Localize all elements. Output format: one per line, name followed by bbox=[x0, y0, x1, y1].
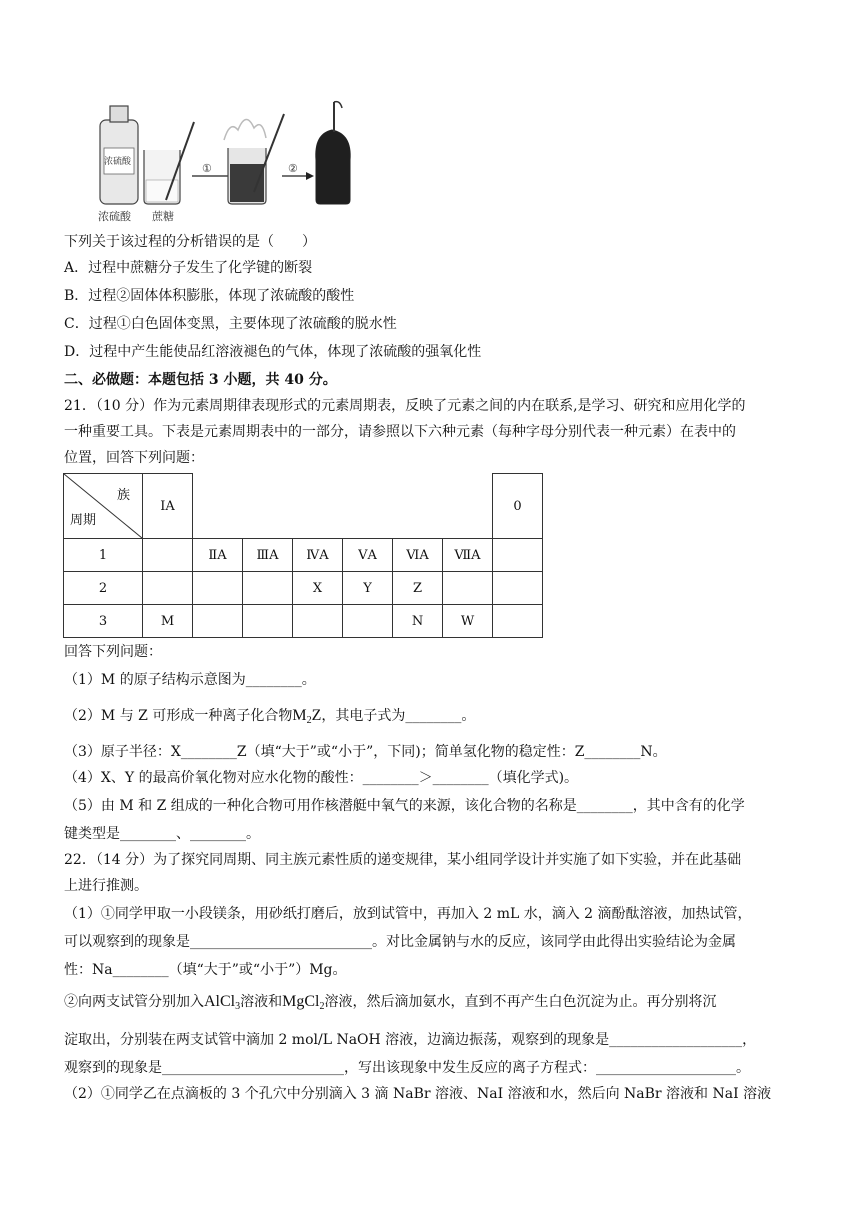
table-cell: N bbox=[393, 605, 443, 638]
periodic-table-fragment bbox=[63, 473, 543, 638]
q22-part-3: （2）①同学乙在点滴板的 3 个孔穴中分别滴入 3 滴 NaBr 溶液、NaI 溶液和水，然后向 NaBr 溶液和 NaI 溶液 bbox=[64, 1086, 772, 1102]
q20-option-d: D．过程中产生能使品红溶液褪色的气体，体现了浓硫酸的强氧化性 bbox=[64, 344, 482, 360]
q22-part-1a: （1）①同学甲取一小段镁条，用砂纸打磨后，放到试管中，再加入 2 mL 水，滴入 2 滴酚酞溶液，加热试管， bbox=[64, 906, 752, 922]
table-row bbox=[64, 605, 543, 638]
table-cell: ⅦA bbox=[443, 539, 493, 572]
table-cell bbox=[343, 605, 393, 638]
q22-part-2b: 淀取出，分别装在两支试管中滴加 2 mol/L NaOH 溶液，边滴边振荡，观察到的现象是___________________， bbox=[64, 1032, 757, 1048]
formula-subscript: 2 bbox=[306, 715, 312, 726]
q20-option-c: C．过程①白色固体变黑，主要体现了浓硫酸的脱水性 bbox=[64, 316, 397, 332]
q21-intro-2: 一种重要工具。下表是元素周期表中的一部分，请参照以下六种元素（每种字母分别代表一种元素）在表中的 bbox=[64, 424, 736, 440]
table-cell: 1 bbox=[64, 539, 143, 572]
table-cell bbox=[143, 539, 193, 572]
q21-answer-prompt: 回答下列问题： bbox=[64, 644, 162, 660]
caption-sucrose: 蔗糖 bbox=[152, 210, 174, 223]
q21-part-2 bbox=[64, 706, 475, 731]
table-row bbox=[64, 539, 543, 572]
q22-part-2-pre: ②向两支试管分别加入 bbox=[64, 994, 204, 1010]
formula-z: Z bbox=[311, 707, 322, 724]
q21-intro-1: 21．（10 分）作为元素周期律表现形式的元素周期表，反映了元素之间的内在联系,是学习、研究和应用化学的 bbox=[64, 398, 746, 414]
q22-part-1b: 可以观察到的现象是__________________________。对比金属钠与水的反应，该同学由此得出实验结论为金属 bbox=[64, 934, 736, 950]
q22-part-1c: 性：Na________（填“大于”或“小于”）Mg。 bbox=[64, 962, 347, 978]
table-cell: Y bbox=[343, 572, 393, 605]
table-cell bbox=[193, 572, 243, 605]
table-cell: ⅥA bbox=[393, 539, 443, 572]
q22-intro-2: 上进行推测。 bbox=[64, 878, 148, 894]
table-cell bbox=[493, 572, 543, 605]
table-cell bbox=[493, 539, 543, 572]
table-cell bbox=[493, 605, 543, 638]
table-cell: X bbox=[293, 572, 343, 605]
table-corner-cell bbox=[64, 474, 143, 539]
q21-part-3: （3）原子半径：X________Z（填“大于”或“小于”，下同)；简单氢化物的稳定性：Z________N。 bbox=[64, 744, 667, 760]
caption-conc-sulfuric-acid: 浓硫酸 bbox=[98, 210, 131, 223]
col-header-IA: ⅠA bbox=[143, 474, 193, 539]
q21-part-2-text-b: ，其电子式为________。 bbox=[321, 708, 476, 724]
formula-mgcl2 bbox=[282, 993, 324, 1010]
q22-part-2-mid: 溶液和 bbox=[240, 994, 283, 1010]
table-cell: 2 bbox=[64, 572, 143, 605]
table-cell bbox=[443, 572, 493, 605]
q20-stem: 下列关于该过程的分析错误的是（ ） bbox=[64, 234, 316, 250]
q21-part-4: （4）X、Y 的最高价氧化物对应水化物的酸性：________＞________（填化学式)。 bbox=[64, 770, 579, 786]
q22-intro-1: 22．（14 分）为了探究同周期、同主族元素性质的递变规律，某小组同学设计并实施了如下实验，并在此基础 bbox=[64, 852, 742, 868]
sugar-acid-experiment-illustration bbox=[96, 100, 356, 228]
q20-option-b: B．过程②固体体积膨胀，体现了浓硫酸的酸性 bbox=[64, 288, 355, 304]
period-header: 周期 bbox=[70, 513, 97, 528]
formula-alcl3 bbox=[204, 993, 240, 1010]
table-header-gap bbox=[193, 474, 493, 539]
table-cell bbox=[243, 572, 293, 605]
q20-option-a: A．过程中蔗糖分子发生了化学键的断裂 bbox=[64, 260, 313, 276]
table-cell: Z bbox=[393, 572, 443, 605]
formula-m: M bbox=[292, 707, 307, 724]
table-cell bbox=[193, 605, 243, 638]
group-header: 族 bbox=[116, 488, 130, 503]
experiment-figure bbox=[96, 100, 356, 228]
formula-alcl: AlCl bbox=[204, 993, 236, 1010]
q21-part-5b: 键类型是________、________。 bbox=[64, 826, 260, 842]
bottle-label: 浓硫酸 bbox=[104, 157, 132, 167]
col-header-0: 0 bbox=[493, 474, 543, 539]
step-1-marker: ① bbox=[202, 162, 212, 175]
table-cell: ⅤA bbox=[343, 539, 393, 572]
table-cell: ⅡA bbox=[193, 539, 243, 572]
q21-part-2-text-a: （2）M 与 Z 可形成一种离子化合物 bbox=[64, 708, 293, 724]
table-cell: W bbox=[443, 605, 493, 638]
q22-part-2c: 观察到的现象是__________________________，写出该现象中发生反应的离子方程式：____________________。 bbox=[64, 1060, 750, 1076]
formula-m2z bbox=[292, 707, 321, 724]
table-cell bbox=[143, 572, 193, 605]
q21-part-1: （1）M 的原子结构示意图为________。 bbox=[64, 672, 316, 688]
table-row bbox=[64, 572, 543, 605]
q21-intro-3: 位置，回答下列问题： bbox=[64, 450, 204, 466]
diagonal-line bbox=[64, 474, 142, 538]
table-cell: ⅣA bbox=[293, 539, 343, 572]
formula-subscript: 3 bbox=[235, 1001, 241, 1012]
table-cell bbox=[243, 605, 293, 638]
q22-part-2a bbox=[64, 992, 716, 1017]
q22-part-2-post: 溶液，然后滴加氨水，直到不再产生白色沉淀为止。再分别将沉 bbox=[324, 994, 717, 1010]
step-2-marker: ② bbox=[288, 162, 298, 175]
formula-subscript: 2 bbox=[319, 1001, 325, 1012]
table-cell: ⅢA bbox=[243, 539, 293, 572]
q21-part-5a: （5）由 M 和 Z 组成的一种化合物可用作核潜艇中氧气的来源，该化合物的名称是________，其中含有的化学 bbox=[64, 798, 745, 814]
table-cell: M bbox=[143, 605, 193, 638]
section-2-heading: 二、必做题：本题包括 3 小题，共 40 分。 bbox=[64, 372, 337, 388]
table-cell bbox=[293, 605, 343, 638]
formula-mgcl: MgCl bbox=[282, 993, 320, 1010]
table-cell: 3 bbox=[64, 605, 143, 638]
